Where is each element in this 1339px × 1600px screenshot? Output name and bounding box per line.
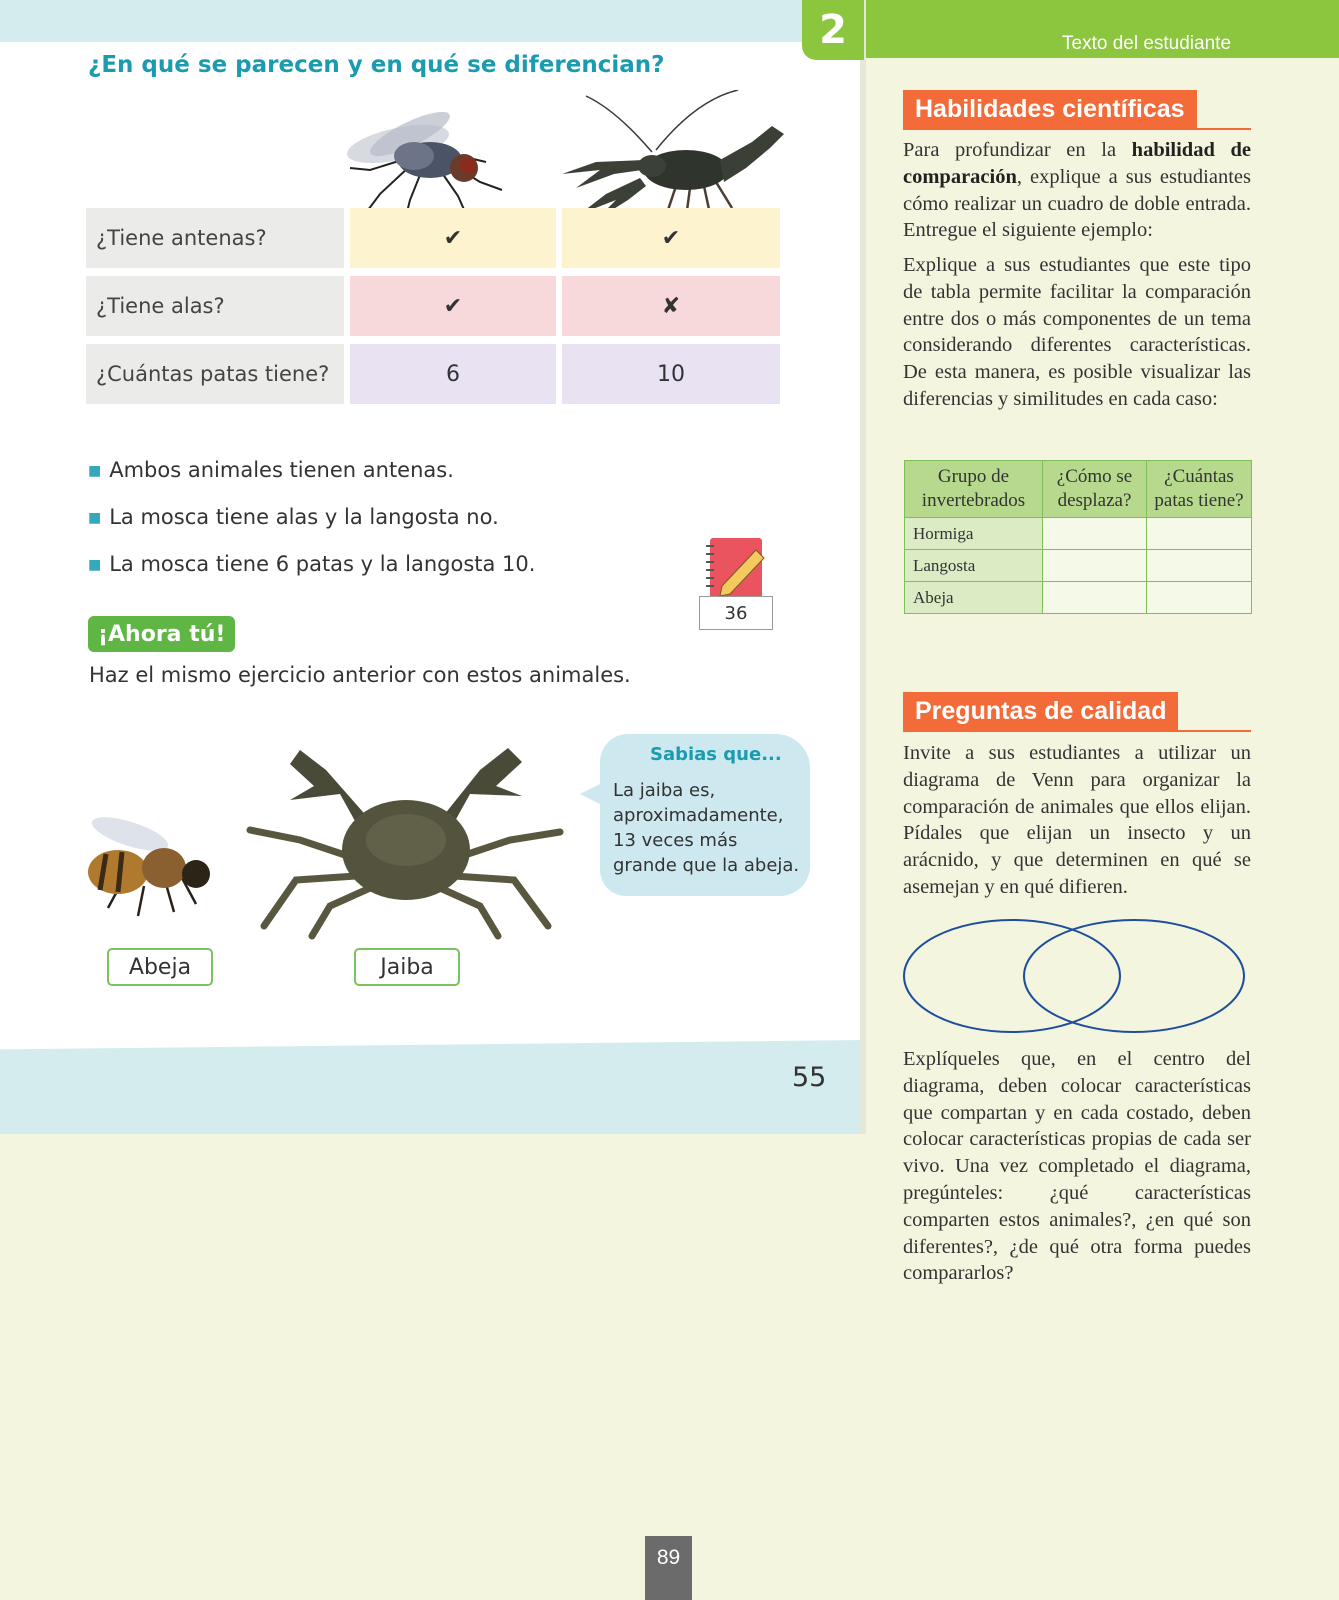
preguntas-paragraph-1: Invite a sus estudiantes a utilizar un diagrama de Venn para organizar la comparación de animales que ellos elijan. Pídales que elijan un insecto y un arácnido, y que determinen en qué se asemejan y en qué difieren. [903,742,1251,898]
ahora-tu-badge: ¡Ahora tú! [88,616,235,652]
p1-text: Para profundizar en la [903,139,1132,161]
row-label: ¿Cuántas patas tiene? [86,344,344,404]
unit-number-tab: 2 [802,0,864,60]
preguntas-heading-label: Preguntas de calidad [903,692,1178,730]
table-cell-empty [1043,582,1147,614]
sabias-que-title: Sabias que... [650,744,782,765]
bullet-item [88,458,454,482]
table-cell-empty [1147,582,1252,614]
comparison-row-legs [86,344,782,408]
table-cell: Langosta [905,550,1043,582]
row-label: ¿Tiene antenas? [86,208,344,268]
animal-label-jaiba: Jaiba [354,948,460,986]
comparison-row-antennas [86,208,782,272]
table-cell-empty [1147,518,1252,550]
footer-page-number: 89 [645,1536,692,1600]
row-label: ¿Tiene alas? [86,276,344,336]
crayfish-illustration [556,90,792,222]
crab-illustration [230,730,580,940]
fly-legs-count: 6 [350,344,556,404]
habilidades-paragraph-1 [903,137,1251,244]
ahora-tu-instruction: Haz el mismo ejercicio anterior con estos animales. [89,663,631,687]
comparison-question: ¿En qué se parecen y en qué se diferencian? [88,52,665,78]
bullet-item [88,505,499,529]
invertebrate-table [904,460,1252,614]
habilidades-paragraph-2: Explique a sus estudiantes que este tipo de tabla permite facilitar la comparación entre dos o más componentes de un tema considerando diferentes características. De esta manera, es posible visualizar las diferencias y similitudes en cada caso: [903,254,1251,410]
habilidades-heading-label: Habilidades científicas [903,90,1197,128]
table-cell-empty [1043,550,1147,582]
crayfish-antennas-check: ✔ [562,208,780,268]
fly-wings-check: ✔ [350,276,556,336]
table-header: Grupo de invertebrados [905,461,1043,518]
table-cell: Hormiga [905,518,1043,550]
bottom-band [0,1040,866,1134]
table-cell-empty [1147,550,1252,582]
notebook-page-ref: 36 [699,596,773,630]
preguntas-heading [903,692,1251,732]
crayfish-legs-count: 10 [562,344,780,404]
bee-illustration [78,812,218,922]
bullet-text: Ambos animales tienen antenas. [109,458,454,482]
crayfish-tail [720,126,784,182]
fly-abdomen [394,142,434,170]
bullet-dot-icon: ■ [88,557,102,573]
bullet-item [88,552,535,576]
bee-head [182,860,210,888]
table-row [905,582,1252,614]
bullet-dot-icon: ■ [88,463,102,479]
fly-antennas-check: ✔ [350,208,556,268]
page-edge [860,0,866,1134]
student-page-number: 55 [792,1062,827,1093]
venn-circle-left [904,920,1120,1032]
table-row [905,550,1252,582]
bullet-text: La mosca tiene 6 patas y la langosta 10. [109,552,536,576]
table-header: ¿Cómo se desplaza? [1043,461,1147,518]
table-cell: Abeja [905,582,1043,614]
p1-text: , explique a sus estudiantes cómo realizar un cuadro de doble entrada. Entregue el siguiente ejemplo: [903,165,1251,242]
p1-bold: habilidad de comparación [903,139,1251,188]
crayfish-head [638,155,666,177]
habilidades-heading [903,90,1251,130]
sabias-que-text: La jaiba es, aproximadamente, 13 veces más grande que la abeja. [613,780,800,876]
preguntas-paragraph-2: Explíqueles que, en el centro del diagrama, deben colocar características que compartan y en cada costado, deben colocar características propias de cada ser vivo. Una vez completado el diagrama, pregúnteles: ¿qué características comparten estos animales?, ¿en qué son diferentes?, ¿de qué otra forma puedes compararlos? [903,1048,1251,1285]
comparison-row-wings [86,276,782,340]
venn-circle-right [1024,920,1244,1032]
bee-thorax [142,848,186,888]
table-cell-empty [1043,518,1147,550]
header-title: Texto del estudiante [1062,33,1232,54]
student-page [0,0,866,1134]
table-row [905,518,1252,550]
bullet-text: La mosca tiene alas y la langosta no. [109,505,499,529]
table-header: ¿Cuántas patas tiene? [1147,461,1252,518]
fly-eye [460,158,476,174]
fly-illustration [340,104,520,222]
animal-label-abeja: Abeja [107,948,213,986]
venn-diagram [902,916,1252,1036]
crayfish-antennae [586,90,738,152]
crayfish-wings-cross: ✘ [562,276,780,336]
top-band [0,0,866,42]
bullet-dot-icon: ■ [88,510,102,526]
